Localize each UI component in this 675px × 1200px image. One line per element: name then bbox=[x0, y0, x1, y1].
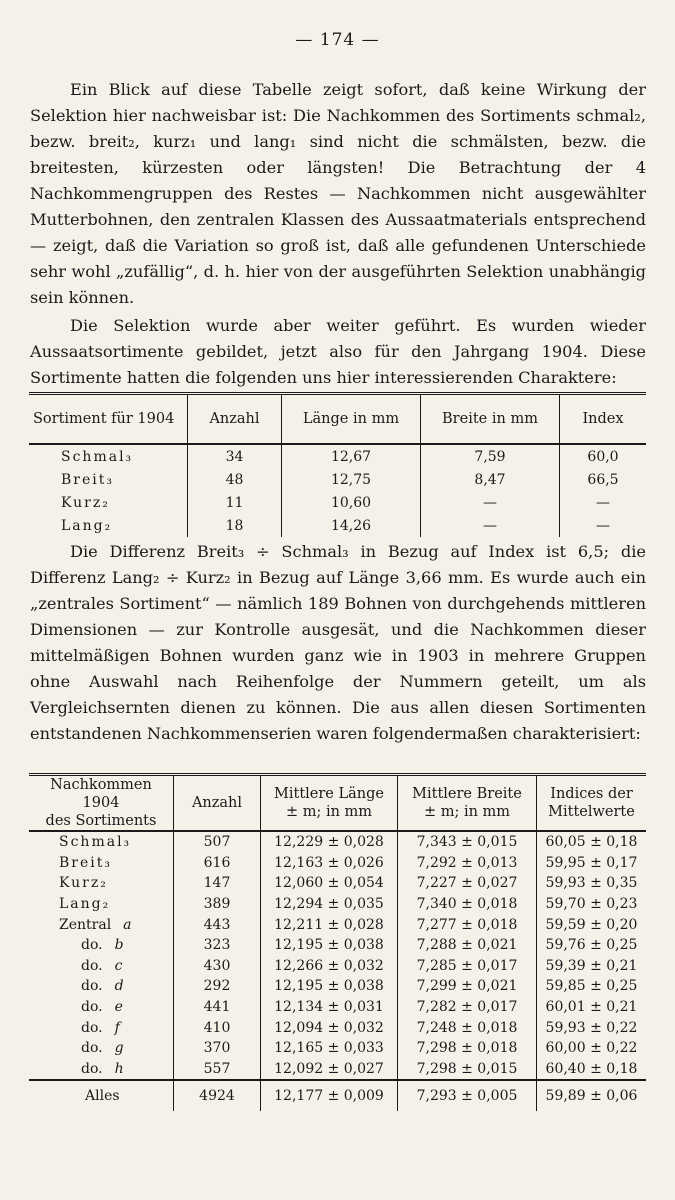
table1-header-breite: Breite in mm bbox=[421, 394, 560, 445]
row-letter: g bbox=[114, 1040, 124, 1057]
table2-header-nachkommen bbox=[29, 775, 174, 832]
table2-cell-anzahl: 292 bbox=[174, 976, 261, 997]
table2-cell-name bbox=[29, 976, 174, 997]
row-letter: h bbox=[114, 1060, 124, 1077]
table2-cell-laenge: 12,060 ± 0,054 bbox=[261, 873, 398, 894]
table1-cell-name: Lang₂ bbox=[61, 517, 113, 534]
table1-cell-laenge: 12,75 bbox=[282, 468, 421, 491]
row-letter bbox=[112, 855, 124, 871]
row-label: do. bbox=[81, 957, 103, 974]
table1-cell-name: Schmal₃ bbox=[61, 448, 134, 465]
table1-cell-name: Kurz₂ bbox=[61, 494, 110, 511]
paragraph-1-text: Ein Blick auf diese Tabelle zeigt sofort, daß keine Wirkung der Selektion hier nachweisbar ist: Die Nachkommen des Sortiments schmal₂, bezw. breit₂, kurz₁ und lang₁ sind nicht die schmälsten, bezw. die breitesten, kürzesten oder längsten! Die Betrachtung der 4 Nachkommengruppen des Restes — Nachkommen nicht ausgewählter Mutterbohnen, den zentralen Klassen des Aussaatmaterials entsprechend — zeigt, daß die Variation so groß ist, daß alle gefundenen Unterschiede sehr wohl „zufällig“, d. h. hier von der ausgeführten Selektion unabhängig sein können. bbox=[30, 80, 646, 307]
row-letter: e bbox=[114, 999, 123, 1016]
row-letter bbox=[110, 896, 122, 912]
table2-cell-breite: 7,277 ± 0,018 bbox=[398, 914, 537, 935]
table2-cell-index: 59,85 ± 0,25 bbox=[537, 976, 647, 997]
row-label: do. bbox=[81, 978, 103, 995]
table2-cell-breite: 7,299 ± 0,021 bbox=[398, 976, 537, 997]
table2-total-laenge: 12,177 ± 0,009 bbox=[261, 1080, 398, 1111]
table2-cell-name bbox=[29, 914, 174, 935]
table2-cell-laenge: 12,195 ± 0,038 bbox=[261, 976, 398, 997]
table2-cell-index: 60,40 ± 0,18 bbox=[537, 1059, 647, 1081]
table2-cell-anzahl: 430 bbox=[174, 956, 261, 977]
table2-header-laenge bbox=[261, 775, 398, 832]
table2-cell-name bbox=[29, 873, 174, 894]
table2-cell-laenge: 12,211 ± 0,028 bbox=[261, 914, 398, 935]
table2-total-anzahl: 4924 bbox=[174, 1080, 261, 1111]
table2-total-row bbox=[29, 1080, 646, 1111]
table1-cell-breite: — bbox=[421, 514, 560, 537]
nachkommen-1904-table bbox=[29, 773, 646, 1111]
table2-cell-name bbox=[29, 1017, 174, 1038]
table2-row bbox=[29, 914, 646, 935]
table2-cell-laenge: 12,195 ± 0,038 bbox=[261, 935, 398, 956]
table1-cell-anzahl: 48 bbox=[188, 468, 282, 491]
table2-cell-name bbox=[29, 894, 174, 915]
table2-total-label: Alles bbox=[29, 1080, 174, 1111]
row-label: do. bbox=[81, 999, 103, 1016]
table1-cell-anzahl: 18 bbox=[188, 514, 282, 537]
table2-row bbox=[29, 935, 646, 956]
paragraph-3 bbox=[30, 539, 646, 747]
table2-header-laenge-line1: Mittlere Länge bbox=[274, 786, 384, 802]
table1-cell-laenge: 12,67 bbox=[282, 444, 421, 468]
table2-row bbox=[29, 997, 646, 1018]
table2-cell-name bbox=[29, 956, 174, 977]
table2-row bbox=[29, 976, 646, 997]
row-label: do. bbox=[81, 1019, 103, 1036]
table2-row bbox=[29, 956, 646, 977]
table2-cell-breite: 7,343 ± 0,015 bbox=[398, 831, 537, 853]
table2-cell-anzahl: 147 bbox=[174, 873, 261, 894]
paragraph-2-text: Die Selektion wurde aber weiter geführt. Es wurden wieder Aussaatsortimente gebildet, jetzt also für den Jahrgang 1904. Diese Sortimente hatten die folgenden uns hier interessierenden Charaktere: bbox=[30, 316, 646, 387]
row-label: do. bbox=[81, 1060, 103, 1077]
row-letter: f bbox=[114, 1019, 120, 1036]
table1-row bbox=[29, 444, 646, 468]
table2-cell-index: 59,95 ± 0,17 bbox=[537, 853, 647, 874]
table2-cell-name bbox=[29, 1059, 174, 1081]
table2-row bbox=[29, 894, 646, 915]
table1-cell-index: — bbox=[560, 514, 647, 537]
table2-cell-breite: 7,282 ± 0,017 bbox=[398, 997, 537, 1018]
table1-cell-laenge: 14,26 bbox=[282, 514, 421, 537]
table2-cell-laenge: 12,163 ± 0,026 bbox=[261, 853, 398, 874]
table2-cell-index: 60,00 ± 0,22 bbox=[537, 1038, 647, 1059]
table2-cell-breite: 7,292 ± 0,013 bbox=[398, 853, 537, 874]
table2-cell-name bbox=[29, 935, 174, 956]
paragraph-3-text: Die Differenz Breit₃ ÷ Schmal₃ in Bezug auf Index ist 6,5; die Differenz Lang₂ ÷ Kurz₂ in Bezug auf Länge 3,66 mm. Es wurde auch ein „zentrales Sortiment“ — nämlich 189 Bohnen von durchgehends mittleren Dimensionen — zur Kontrolle ausgesät, und die Nachkommen dieser mittelmäßigen Bohnen wurden ganz wie in 1903 in mehrere Gruppen ohne Auswahl nach Reihenfolge der Nummern geteilt, um als Vergleichsernten dienen zu können. Die aus allen diesen Sortimenten entstandenen Nachkommenserien waren folgendermaßen charakterisiert: bbox=[30, 542, 646, 743]
table2-cell-name bbox=[29, 853, 174, 874]
table2-cell-breite: 7,298 ± 0,018 bbox=[398, 1038, 537, 1059]
table2-cell-anzahl: 410 bbox=[174, 1017, 261, 1038]
row-label: Breit₃ bbox=[59, 854, 112, 871]
table2-cell-breite: 7,340 ± 0,018 bbox=[398, 894, 537, 915]
table1-cell-name: Breit₃ bbox=[61, 471, 114, 488]
paragraph-2 bbox=[30, 313, 646, 391]
table1-cell-breite: — bbox=[421, 491, 560, 514]
table2-cell-name bbox=[29, 1038, 174, 1059]
table2-cell-laenge: 12,134 ± 0,031 bbox=[261, 997, 398, 1018]
page-number: — 174 — bbox=[295, 30, 380, 50]
table2-cell-anzahl: 323 bbox=[174, 935, 261, 956]
table2-cell-laenge: 12,229 ± 0,028 bbox=[261, 831, 398, 853]
table2-cell-anzahl: 441 bbox=[174, 997, 261, 1018]
table2-cell-breite: 7,248 ± 0,018 bbox=[398, 1017, 537, 1038]
sortiment-1904-table bbox=[29, 392, 646, 537]
paragraph-1 bbox=[30, 77, 646, 311]
row-letter: b bbox=[114, 937, 124, 954]
table2-cell-laenge: 12,094 ± 0,032 bbox=[261, 1017, 398, 1038]
table1-cell-index: — bbox=[560, 491, 647, 514]
row-label: Kurz₂ bbox=[59, 875, 108, 892]
table2-cell-anzahl: 389 bbox=[174, 894, 261, 915]
table1-header-sortiment: Sortiment für 1904 bbox=[29, 394, 188, 445]
table2-cell-breite: 7,285 ± 0,017 bbox=[398, 956, 537, 977]
table2-row bbox=[29, 873, 646, 894]
table1-header-index: Index bbox=[560, 394, 647, 445]
table2-header-breite-line1: Mittlere Breite bbox=[412, 786, 522, 802]
table2-cell-index: 59,93 ± 0,35 bbox=[537, 873, 647, 894]
table2-header-indices-line1: Indices der bbox=[550, 786, 633, 802]
table2-cell-breite: 7,288 ± 0,021 bbox=[398, 935, 537, 956]
table2-cell-laenge: 12,165 ± 0,033 bbox=[261, 1038, 398, 1059]
table2-row bbox=[29, 831, 646, 853]
table2-row bbox=[29, 1059, 646, 1081]
table2-cell-index: 59,93 ± 0,22 bbox=[537, 1017, 647, 1038]
row-label: do. bbox=[81, 1040, 103, 1057]
table2-cell-name bbox=[29, 997, 174, 1018]
table2-cell-anzahl: 616 bbox=[174, 853, 261, 874]
table2-cell-index: 60,05 ± 0,18 bbox=[537, 831, 647, 853]
table2-header-anzahl: Anzahl bbox=[174, 775, 261, 832]
table2-cell-breite: 7,227 ± 0,027 bbox=[398, 873, 537, 894]
table2-cell-index: 59,59 ± 0,20 bbox=[537, 914, 647, 935]
table2-cell-laenge: 12,294 ± 0,035 bbox=[261, 894, 398, 915]
table2-total-breite: 7,293 ± 0,005 bbox=[398, 1080, 537, 1111]
row-label: do. bbox=[81, 937, 103, 954]
table2-header-nachkommen-line2: des Sortiments bbox=[45, 813, 157, 829]
row-letter bbox=[131, 834, 143, 850]
table2-cell-laenge: 12,092 ± 0,027 bbox=[261, 1059, 398, 1081]
row-label: Zentral bbox=[59, 916, 112, 933]
table1-cell-breite: 7,59 bbox=[421, 444, 560, 468]
row-letter: a bbox=[123, 916, 132, 933]
table2-cell-breite: 7,298 ± 0,015 bbox=[398, 1059, 537, 1081]
table2-cell-index: 60,01 ± 0,21 bbox=[537, 997, 647, 1018]
table1-cell-index: 66,5 bbox=[560, 468, 647, 491]
table2-header-breite bbox=[398, 775, 537, 832]
table2-row bbox=[29, 1038, 646, 1059]
table2-header-laenge-line2: ± m; in mm bbox=[285, 804, 373, 820]
row-label: Schmal₃ bbox=[59, 834, 132, 851]
table1-cell-breite: 8,47 bbox=[421, 468, 560, 491]
table1-header-row bbox=[29, 394, 646, 445]
table1-cell-anzahl: 11 bbox=[188, 491, 282, 514]
table1-row bbox=[29, 491, 646, 514]
table1-header-anzahl: Anzahl bbox=[188, 394, 282, 445]
table2-cell-anzahl: 370 bbox=[174, 1038, 261, 1059]
table2-header-indices-line2: Mittelwerte bbox=[548, 804, 635, 820]
row-letter: c bbox=[114, 957, 123, 974]
row-letter bbox=[108, 875, 120, 891]
table2-header-row bbox=[29, 775, 646, 832]
table2-cell-anzahl: 507 bbox=[174, 831, 261, 853]
table1-cell-anzahl: 34 bbox=[188, 444, 282, 468]
table2-header-indices bbox=[537, 775, 647, 832]
table2-cell-anzahl: 557 bbox=[174, 1059, 261, 1081]
table1-row bbox=[29, 468, 646, 491]
table2-total-index: 59,89 ± 0,06 bbox=[537, 1080, 647, 1111]
table1-row bbox=[29, 514, 646, 537]
table2-cell-index: 59,76 ± 0,25 bbox=[537, 935, 647, 956]
table2-cell-anzahl: 443 bbox=[174, 914, 261, 935]
table2-header-nachkommen-line1: Nachkommen 1904 bbox=[50, 777, 152, 811]
table2-row bbox=[29, 1017, 646, 1038]
table1-header-laenge: Länge in mm bbox=[282, 394, 421, 445]
table2-header-breite-line2: ± m; in mm bbox=[423, 804, 511, 820]
table2-cell-laenge: 12,266 ± 0,032 bbox=[261, 956, 398, 977]
table1-cell-index: 60,0 bbox=[560, 444, 647, 468]
table1-cell-laenge: 10,60 bbox=[282, 491, 421, 514]
row-letter: d bbox=[114, 978, 124, 995]
row-label: Lang₂ bbox=[59, 896, 111, 913]
table2-cell-index: 59,70 ± 0,23 bbox=[537, 894, 647, 915]
table2-cell-index: 59,39 ± 0,21 bbox=[537, 956, 647, 977]
table2-cell-name bbox=[29, 831, 174, 853]
table2-row bbox=[29, 853, 646, 874]
